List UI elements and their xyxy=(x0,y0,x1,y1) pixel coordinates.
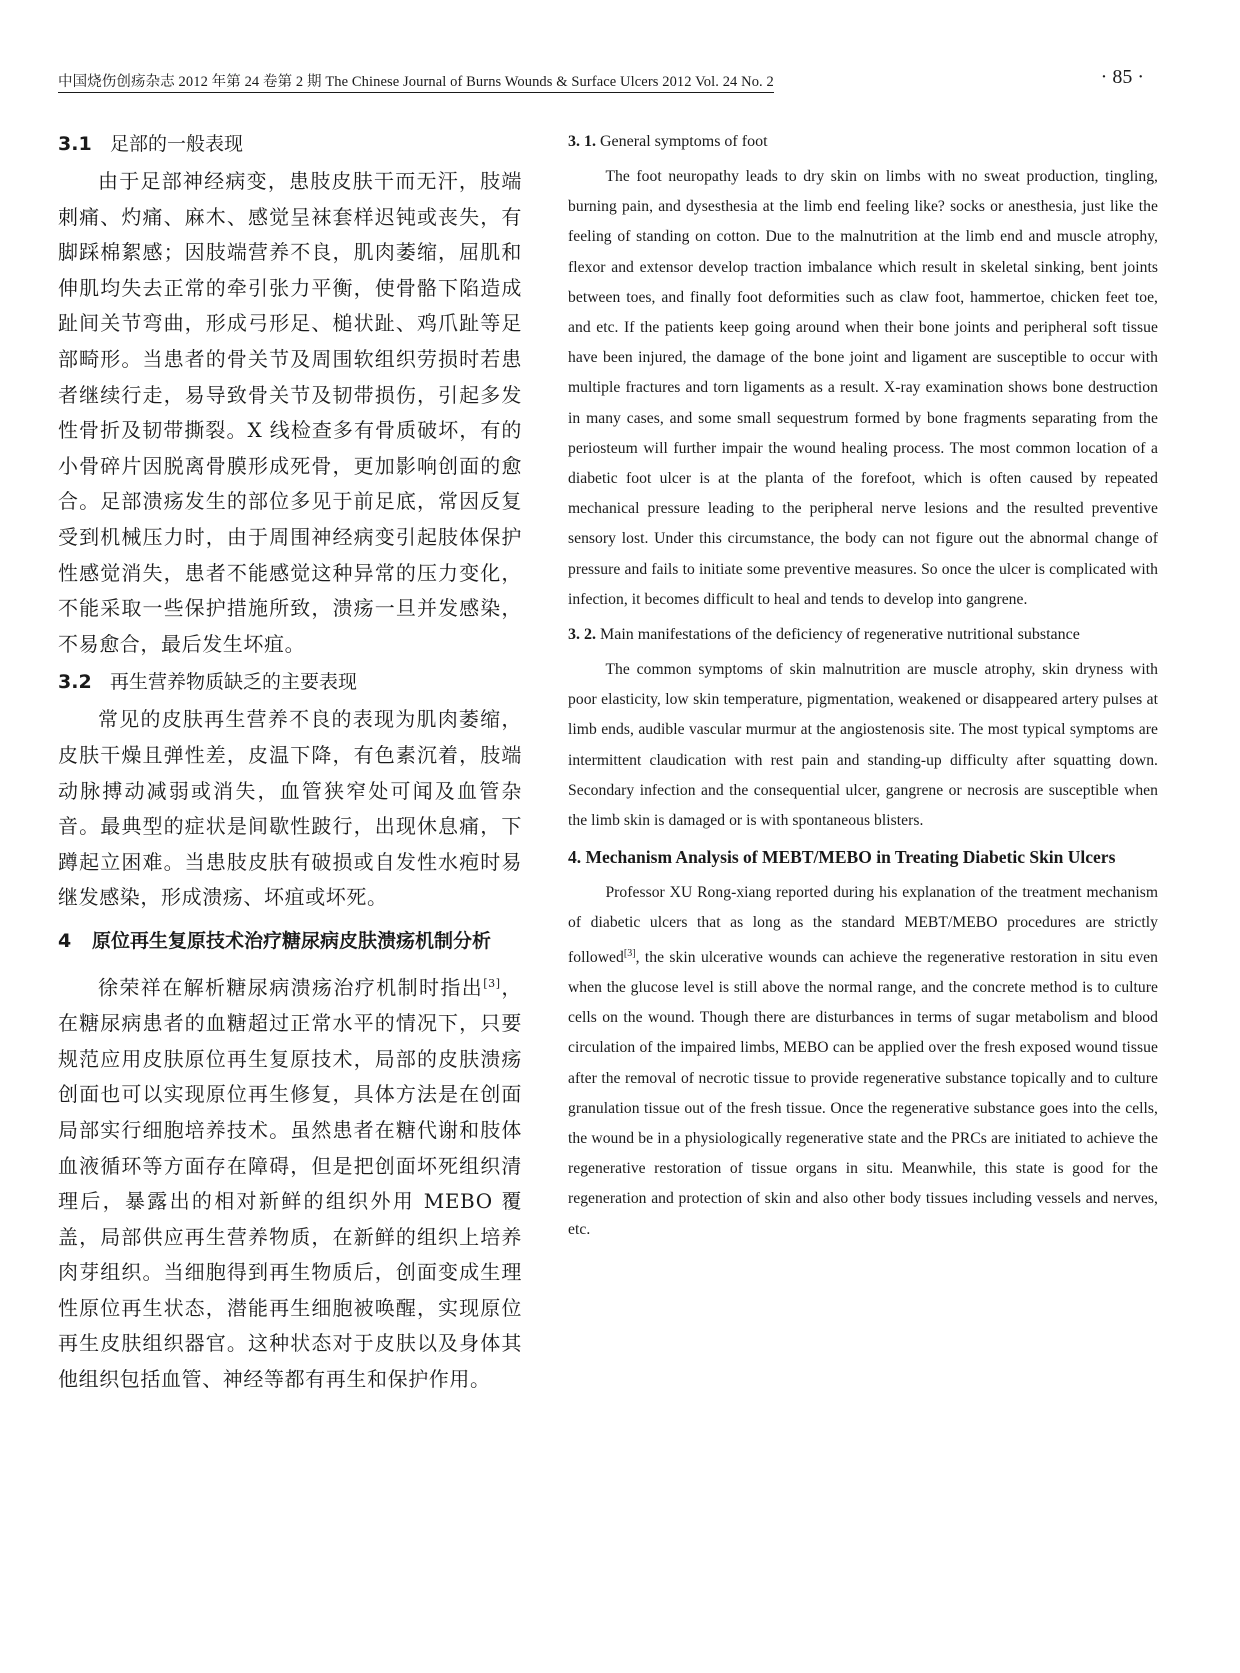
paragraph-text: Professor XU Rong-xiang reported during his explanation of the treatment mechanism of diabetic ulcers that as long as the standard MEBT/MEBO procedures are strictly followed xyxy=(568,884,1158,966)
citation-ref: [3] xyxy=(623,947,636,959)
citation-ref: [3] xyxy=(483,976,501,990)
section-3-1-paragraph-en: The foot neuropathy leads to dry skin on limbs with no sweat production, tingling, burning pain, and dysesthesia at the limb end feeling like? socks or anesthesia, just like the feeling of standing on cotton. Due to the malnutrition at the limb end and muscle atrophy, flexor and extensor develop traction imbalance which result in skeletal sinking, bent joints between toes, and finally foot deformities such as claw foot, hammertoe, chicken feet toe, and etc. If the patients keep going around when their bone joints and peripheral soft tissue have been injured, the damage of the bone joint and ligament are susceptible to occur with multiple fractures and torn ligaments as a result. X-ray examination shows bone destruction in many cases, and some small sequestrum formed by bone fragments separating from the periosteum will further impair the wound healing process. The most common location of a diabetic foot ulcer is at the planta of the forefoot, which is often caused by repeated mechanical pressure leading to the peripheral nerve lesions and the resulted preventive sensory lost. Under this circumstance, the body can not figure out the abnormal change of pressure and fails to initiate some preventive measures. So once the ulcer is complicated with infection, it becomes difficult to heal and tends to develop into gangrene. xyxy=(568,168,1158,608)
paragraph-text: , the skin ulcerative wounds can achieve the regenerative restoration in situ even when the glucose level is still above the normal range, and the concrete method is to culture cells on the wound. Though there are disturbances in terms of sugar metabolism and blood circulation of the impaired limbs, MEBO can be applied over the fresh exposed wound tissue after the removal of necrotic tissue to provide regenerative substance topically and to culture granulation tissue out of the fresh tissue. Once the regenerative substance goes into the cells, the wound be in a physiologically regenerative state and the PRCs are initiated to achieve the regenerative restoration of tissue organs in situ. Meanwhile, this state is good for the regeneration and protection of skin and also other body tissues including vessels and nerves, etc. xyxy=(568,948,1158,1238)
section-number: 3. 1. xyxy=(568,133,596,150)
section-4-heading-en: 4. Mechanism Analysis of MEBT/MEBO in Treating Diabetic Skin Ulcers xyxy=(568,847,1116,868)
paragraph-text: 徐荣祥在解析糖尿病溃疡治疗机制时指出 xyxy=(98,975,484,1000)
paragraph-text: ，在糖尿病患者的血糖超过正常水平的情况下，只要规范应用皮肤原位再生复原技术，局部的皮肤溃疡创面也可以实现原位再生修复，具体方法是在创面局部实行细胞培养技术。虽然患者在糖代谢和肢体血液循环等方面存在障碍，但是把创面坏死组织清理后，暴露出的相对新鲜的组织外用 MEBO 覆盖，局部供应再生营养物质，在新鲜的组织上培养肉芽组织。当细胞得到再生物质后，创面变成生理性原位再生状态，潜能再生细胞被唤醒，实现原位再生皮肤组织器官。这种状态对于皮肤以及身体其他组织包括血管、神经等都有再生和保护作用。 xyxy=(58,975,522,1392)
section-title: General symptoms of foot xyxy=(600,133,768,150)
section-4-paragraph-en xyxy=(568,878,1158,1245)
section-3-2-paragraph-en: The common symptoms of skin malnutrition are muscle atrophy, skin dryness with poor elasticity, low skin temperature, pigmentation, weakened or disappeared artery pulses at limb ends, audible vascular murmur at the angiostenosis site. The most typical symptoms are intermittent claudication with rest pain and standing-up difficulty after squatting down. Secondary infection and the consequential ulcer, gangrene or necrosis are susceptible when the limb skin is damaged or is with spontaneous blisters. xyxy=(568,661,1158,830)
section-4-paragraph-zh xyxy=(58,966,522,1398)
section-3-2-paragraph-zh: 常见的皮肤再生营养不良的表现为肌肉萎缩，皮肤干燥且弹性差，皮温下降，有色素沉着，肢端动脉搏动减弱或消失，血管狭窄处可闻及血管杂音。最典型的症状是间歇性跛行，出现休息痛，下蹲起立困难。当患肢皮肤有破损或自发性水疱时易继发感染，形成溃疡、坏疽或坏死。 xyxy=(58,707,522,910)
section-number: 3. 2. xyxy=(568,626,596,644)
section-number: 4 xyxy=(58,929,72,952)
section-title: 原位再生复原技术治疗糖尿病皮肤溃疡机制分析 xyxy=(92,929,492,952)
section-title: Main manifestations of the deficiency of regenerative nutritional substance xyxy=(600,626,1080,644)
section-number: 3.1 xyxy=(58,133,92,155)
chinese-column xyxy=(58,128,522,1402)
section-3-1-heading-en xyxy=(568,128,1158,156)
section-title: 再生营养物质缺乏的主要表现 xyxy=(110,671,358,694)
journal-line: 中国烧伤创疡杂志 2012 年第 24 卷第 2 期 The Chinese Journal of Burns Wounds & Surface Ulcers 2012 Vol. 24 No. 2 xyxy=(58,70,774,93)
running-header xyxy=(58,66,1154,96)
section-3-1-paragraph-zh: 由于足部神经病变，患肢皮肤干而无汗，肢端刺痛、灼痛、麻木、感觉呈袜套样迟钝或丧失，有脚踩棉絮感；因肢端营养不良，肌肉萎缩，屈肌和伸肌均失去正常的牵引张力平衡，使骨骼下陷造成趾间关节弯曲，形成弓形足、槌状趾、鸡爪趾等足部畸形。当患者的骨关节及周围软组织劳损时若患者继续行走，易导致骨关节及韧带损伤，引起多发性骨折及韧带撕裂。X 线检查多有骨质破坏，有的小骨碎片因脱离骨膜形成死骨，更加影响创面的愈合。足部溃疡发生的部位多见于前足底，常因反复受到机械压力时，由于周围神经病变引起肢体保护性感觉消失，患者不能感觉这种异常的压力变化，不能采取一些保护措施所致，溃疡一旦并发感染，不易愈合，最后发生坏疽。 xyxy=(58,169,522,656)
section-4-heading-zh xyxy=(58,920,522,962)
english-column xyxy=(568,128,1158,1251)
page-number: · 85 · xyxy=(1100,66,1144,88)
section-3-2-heading-en xyxy=(568,621,1158,649)
section-title: 足部的一般表现 xyxy=(110,133,244,155)
section-number: 3.2 xyxy=(58,671,92,694)
section-3-2-heading-zh xyxy=(58,666,522,698)
section-3-1-heading-zh xyxy=(58,128,522,160)
